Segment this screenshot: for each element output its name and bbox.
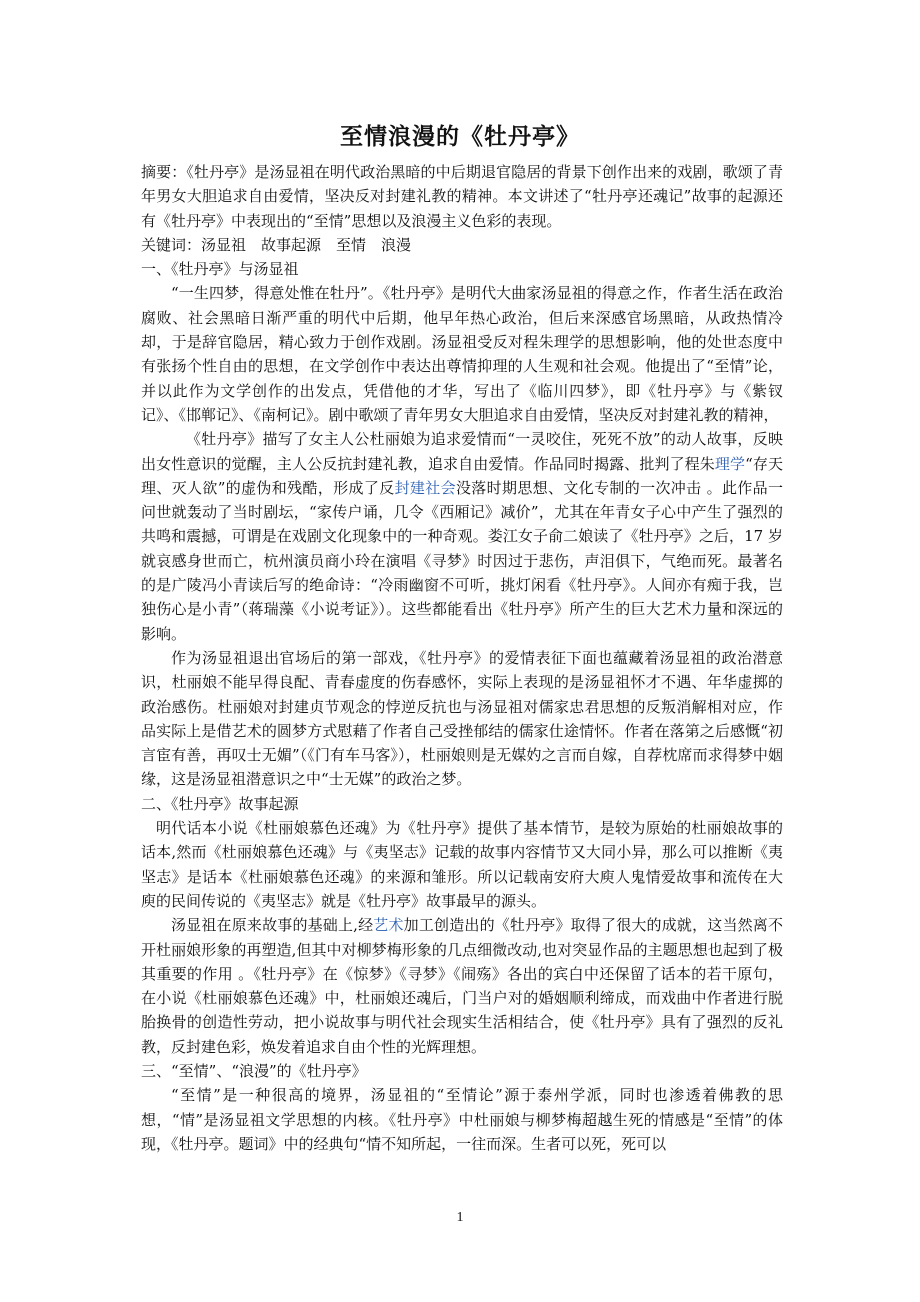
paragraph-text: 加工创造出的《牡丹亭》取得了很大的成就，这当然离不开杜丽娘形象的再塑造,但其中对柳梦梅形象的几点细微改动,也对突显作品的主题思想也起到了极其重要的作用 。《牡丹亭》在《惊梦》《寻梦》《闹殇》各出的宾白中还保留了话本的若干原句，在小说《杜丽娘慕色还魂》中，杜丽娘还魂后，门当户对的婚姻顺利缔成，而戏曲中作者进行脱胎换骨的创造性劳动，把小说故事与明代社会现实生活相结合，使《牡丹亭》具有了强烈的反礼教，反封建色彩，焕发着追求自由个性的光辉理想。 (141, 916, 783, 1056)
paragraph-text: 没落时期思想、文化专制的一次冲击 。此作品一问世就轰动了当时剧坛，“家传户诵，几令《西厢记》减价”，尤其在年青女子心中产生了强烈的共鸣和震撼，可谓是在戏剧文化现象中的一种奇观。娄江女子俞二娘读了《牡丹亭》之后，17 岁就哀感身世而亡，杭州演员商小玲在演唱《寻梦》时因过于悲伤，声泪俱下，气绝而死。最著名的是广陵冯小青读后写的绝命诗：“冷雨幽窗不可听，挑灯闲看《牡丹亭》。人间亦有痴于我，岂独伤心是小青”（蒋瑞藻《小说考证》）。这些都能看出《牡丹亭》所产生的巨大艺术力量和深远的影响。 (141, 478, 783, 643)
section3-paragraph-1: “至情”是一种很高的境界，汤显祖的“至情论”源于泰州学派，同时也渗透着佛教的思想，“情”是汤显祖文学思想的内核。《牡丹亭》中杜丽娘与柳梦梅超越生死的情感是“至情”的体现，《牡丹亭。题词》中的经典句“情不知所起，一往而深。生者可以死，死可以 (141, 1086, 783, 1153)
section1-paragraph-2 (141, 427, 783, 646)
paragraph-text: 《牡丹亭》描写了女主人公杜丽娘为追求爱情而“一灵咬住，死死不放”的动人故事，反映出女性意识的觉醒，主人公反抗封建礼教，追求自由爱情。作品同时揭露、批判了程朱 (141, 430, 783, 473)
abstract-paragraph: 摘要：《牡丹亭》是汤显祖在明代政治黑暗的中后期退官隐居的背景下创作出来的戏剧，歌颂了青年男女大胆追求自由爱情，坚决反对封建礼教的精神。本文讲述了“牡丹亭还魂记”故事的起源还有《牡丹亭》中表现出的“至情”思想以及浪漫主义色彩的表现。 (141, 163, 783, 230)
paragraph-text: “存天理、灭人欲”的虚伪和残酷，形成了反 (141, 454, 783, 497)
section1-paragraph-3: 作为汤显祖退出官场后的第一部戏，《牡丹亭》的爱情表征下面也蕴藏着汤显祖的政治潜意识，杜丽娘不能早得良配、青春虚度的伤春感怀，实际上表现的是汤显祖怀才不遇、年华虚掷的政治感伤。杜丽娘对封建贞节观念的悖逆反抗也与汤显祖对儒家忠君思想的反叛消解相对应，作品实际上是借艺术的圆梦方式慰藉了作者自己受挫郁结的儒家仕途情怀。作者在落第之后感慨“初言宦有善，再叹士无媚”（《门有车马客》），杜丽娘则是无媒妁之言而自嫁，自荐枕席而求得梦中姻缘，这是汤显祖潜意识之中“士无媒”的政治之梦。 (141, 648, 783, 789)
document-body (141, 160, 783, 1156)
link-fengjian-shehui[interactable]: 封建社会 (394, 478, 456, 497)
section1-paragraph-1: “一生四梦，得意处惟在牡丹”。《牡丹亭》是明代大曲家汤显祖的得意之作，作者生活在政治腐败、社会黑暗日渐严重的明代中后期，他早年热心政治，但后来深感官场黑暗，从政热情冷却，于是辞官隐居，精心致力于创作戏剧。汤显祖受反对程朱理学的思想影响，他的处世态度中有张扬个性自由的思想，在文学创作中表达出尊情抑理的人生观和社会观。他提出了“至情”论，并以此作为文学创作的出发点，凭借他的才华，写出了《临川四梦》，即《牡丹亭》与《紫钗记》、《邯郸记》、《南柯记》。剧中歌颂了青年男女大胆追求自由爱情，坚决反对封建礼教的精神， (141, 284, 783, 424)
link-yishu[interactable]: 艺术 (373, 916, 404, 935)
section2-paragraph-2 (141, 913, 783, 1059)
document-title: 至情浪漫的《牡丹亭》 (340, 124, 580, 150)
section-heading-1: 一、《牡丹亭》与汤显祖 (141, 260, 299, 279)
link-lixue[interactable]: 理学 (714, 454, 746, 473)
page-number: 1 (456, 1210, 464, 1225)
section-heading-3: 三、“至情”、“浪漫”的《牡丹亭》 (141, 1061, 367, 1080)
section2-paragraph-1: 明代话本小说《杜丽娘慕色还魂》为《牡丹亭》提供了基本情节，是较为原始的杜丽娘故事的话本,然而《杜丽娘慕色还魂》与《夷坚志》记载的故事内容情节又大同小异，那么可以推断《夷坚志》是话本《杜丽娘慕色还魂》的来源和雏形。所以记载南安府大庾人鬼情爱故事和流传在大庾的民间传说的《夷坚志》就是《牡丹亭》故事最早的源头。 (141, 819, 783, 910)
paragraph-text: 汤显祖在原来故事的基础上,经 (171, 916, 374, 935)
section-heading-2: 二、《牡丹亭》故事起源 (141, 794, 299, 813)
keywords-line: 关键词：汤显祖 故事起源 至情 浪漫 (141, 235, 412, 254)
